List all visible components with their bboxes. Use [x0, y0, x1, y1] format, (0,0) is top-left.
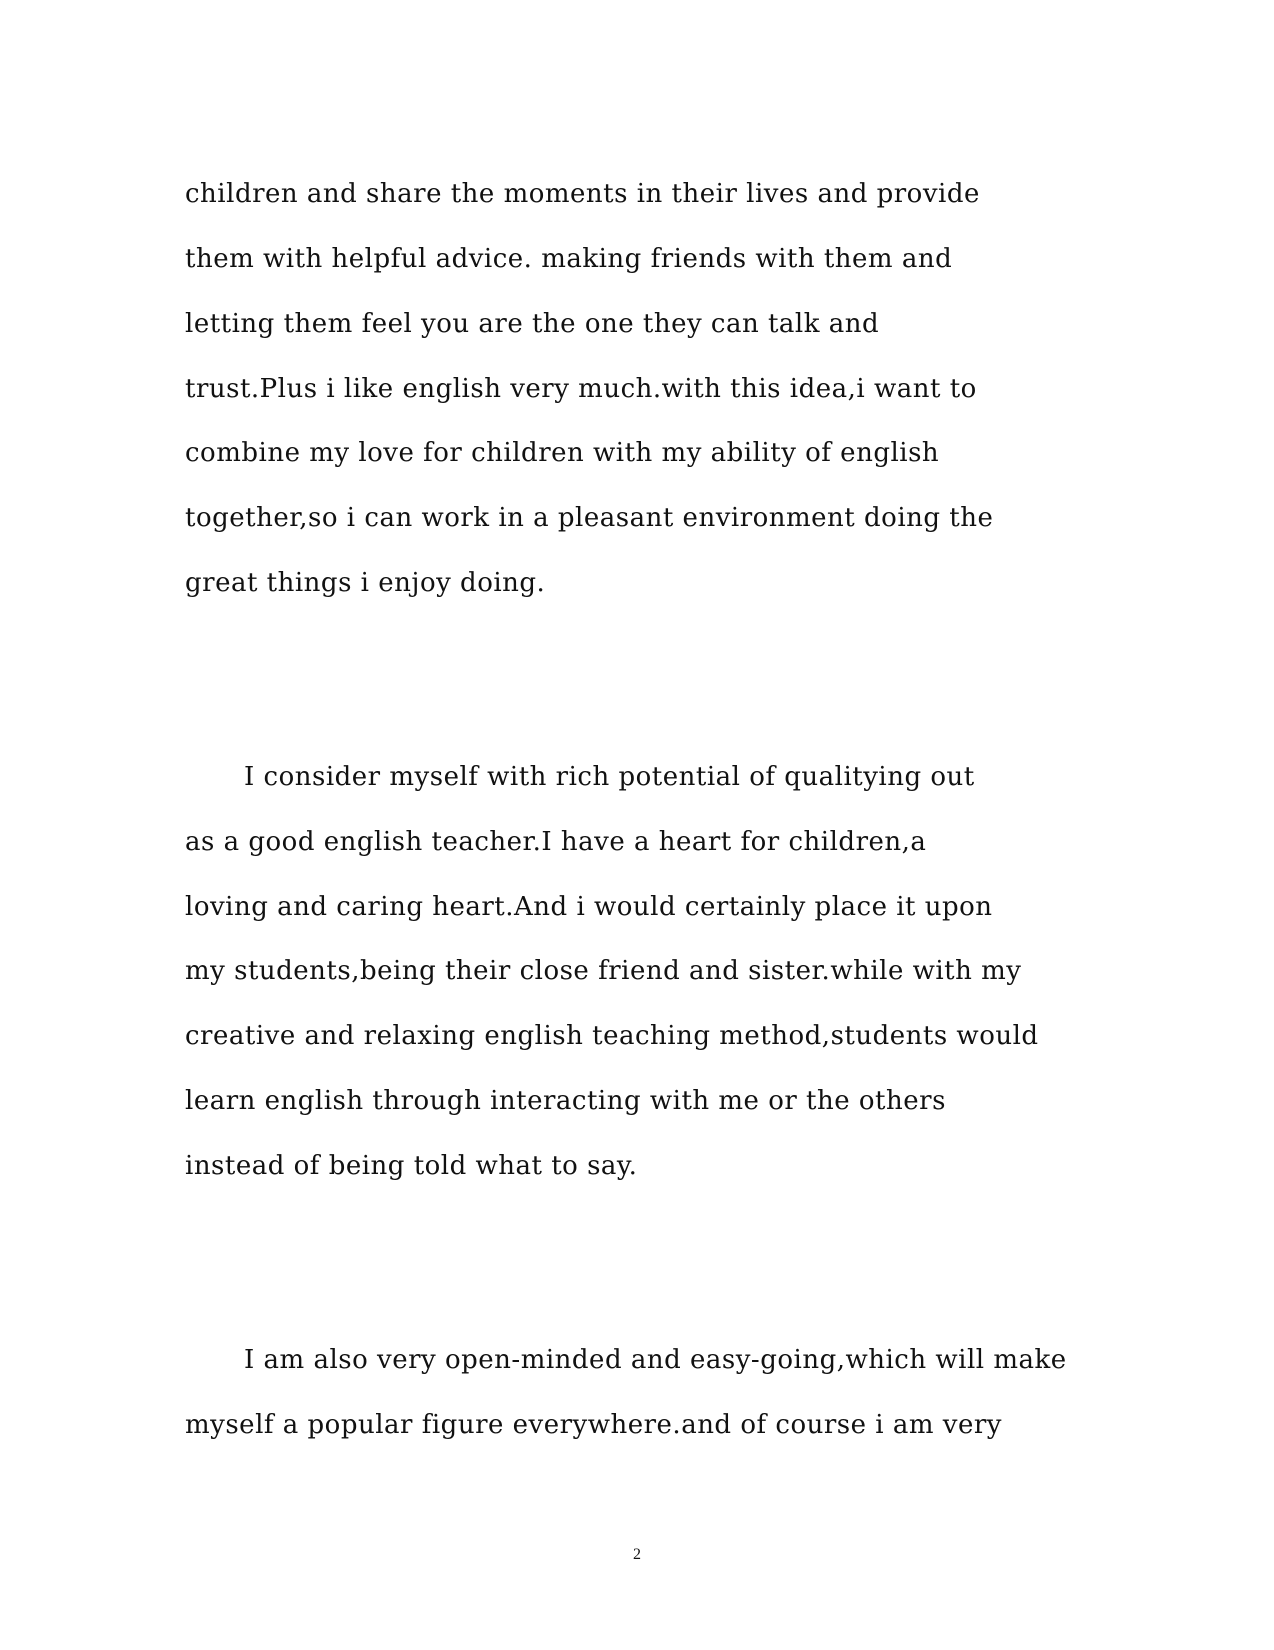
paragraph-1-line-4: trust.Plus i like english very much.with this idea,i want to	[185, 374, 977, 404]
page-number: 2	[633, 1546, 641, 1563]
paragraph-2-line-2: as a good english teacher.I have a heart for children,a	[185, 827, 927, 857]
paragraph-2-line-5: creative and relaxing english teaching method,students would	[185, 1021, 1039, 1051]
paragraph-3-line-1: I am also very open-minded and easy-going,which will make	[244, 1345, 1067, 1375]
paragraph-2-line-6: learn english through interacting with me or the others	[185, 1086, 946, 1116]
paragraph-3-line-2: myself a popular figure everywhere.and of course i am very	[185, 1410, 1002, 1440]
paragraph-2-line-1: I consider myself with rich potential of qualitying out	[244, 762, 975, 792]
paragraph-2-line-7: instead of being told what to say.	[185, 1151, 638, 1181]
paragraph-1-line-6: together,so i can work in a pleasant environment doing the	[185, 503, 994, 533]
paragraph-1-line-3: letting them feel you are the one they can talk and	[185, 309, 880, 339]
paragraph-2-line-3: loving and caring heart.And i would certainly place it upon	[185, 892, 993, 922]
paragraph-1-line-7: great things i enjoy doing.	[185, 568, 546, 598]
paragraph-1-line-1: children and share the moments in their lives and provide	[185, 179, 980, 209]
paragraph-1-line-5: combine my love for children with my ability of english	[185, 438, 940, 468]
paragraph-1-line-2: them with helpful advice. making friends with them and	[185, 244, 953, 274]
paragraph-2-line-4: my students,being their close friend and sister.while with my	[185, 956, 1022, 986]
